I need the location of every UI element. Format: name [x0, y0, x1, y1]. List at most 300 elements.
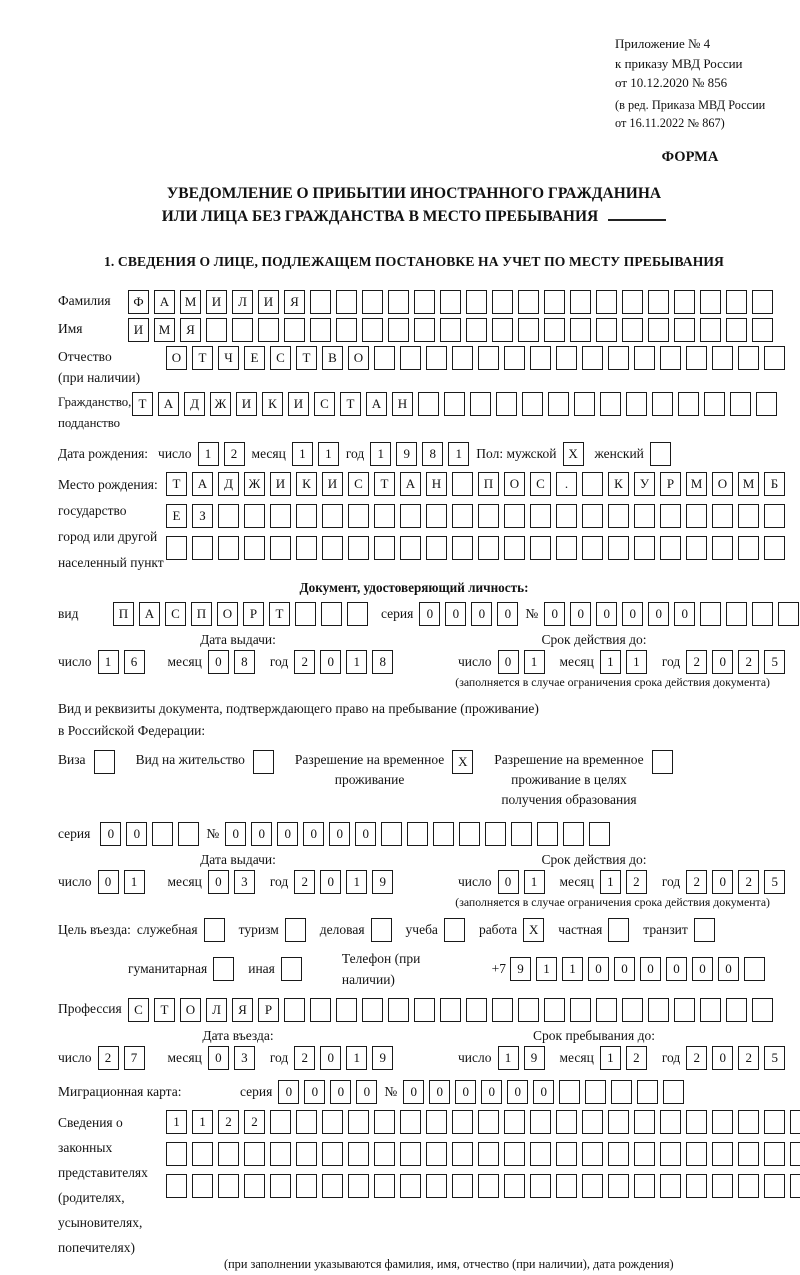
char-cell[interactable] [522, 392, 543, 416]
char-cell[interactable] [504, 1174, 525, 1198]
char-cell[interactable] [452, 1174, 473, 1198]
char-cell[interactable] [444, 918, 465, 942]
char-cell[interactable] [574, 392, 595, 416]
char-cell[interactable]: Ж [210, 392, 231, 416]
char-cell[interactable]: 1 [600, 650, 621, 674]
char-cell[interactable] [559, 1080, 580, 1104]
char-cell[interactable]: 1 [124, 870, 145, 894]
char-cell[interactable]: Ж [244, 472, 265, 496]
char-cell[interactable] [556, 1174, 577, 1198]
char-cell[interactable]: С [314, 392, 335, 416]
char-cell[interactable]: 0 [403, 1080, 424, 1104]
char-cell[interactable]: 0 [614, 957, 635, 981]
char-cell[interactable] [518, 290, 539, 314]
char-cell[interactable] [400, 504, 421, 528]
char-cell[interactable] [608, 504, 629, 528]
char-cell[interactable]: Я [232, 998, 253, 1022]
char-cell[interactable]: 0 [712, 650, 733, 674]
char-cell[interactable] [790, 1174, 800, 1198]
char-cell[interactable]: С [165, 602, 186, 626]
char-cell[interactable] [764, 1174, 785, 1198]
char-cell[interactable]: О [180, 998, 201, 1022]
char-cell[interactable] [652, 750, 673, 774]
char-cell[interactable]: 0 [588, 957, 609, 981]
char-cell[interactable] [530, 1142, 551, 1166]
char-cell[interactable] [596, 290, 617, 314]
char-cell[interactable]: 0 [481, 1080, 502, 1104]
char-cell[interactable]: 8 [422, 442, 443, 466]
char-cell[interactable] [440, 290, 461, 314]
char-cell[interactable]: 8 [372, 650, 393, 674]
char-cell[interactable] [686, 1174, 707, 1198]
char-cell[interactable]: 0 [208, 870, 229, 894]
char-cell[interactable]: 5 [764, 650, 785, 674]
char-cell[interactable]: 0 [692, 957, 713, 981]
char-cell[interactable]: Б [764, 472, 785, 496]
char-cell[interactable] [348, 504, 369, 528]
char-cell[interactable] [362, 290, 383, 314]
char-cell[interactable] [322, 504, 343, 528]
char-cell[interactable] [244, 536, 265, 560]
char-cell[interactable] [466, 998, 487, 1022]
char-cell[interactable] [634, 1110, 655, 1134]
char-cell[interactable]: 2 [626, 1046, 647, 1070]
char-cell[interactable] [492, 318, 513, 342]
char-cell[interactable] [192, 1174, 213, 1198]
char-cell[interactable] [440, 998, 461, 1022]
char-cell[interactable] [518, 318, 539, 342]
char-cell[interactable]: С [348, 472, 369, 496]
char-cell[interactable]: . [556, 472, 577, 496]
char-cell[interactable] [686, 504, 707, 528]
char-cell[interactable]: Н [392, 392, 413, 416]
char-cell[interactable] [622, 318, 643, 342]
char-cell[interactable] [738, 1142, 759, 1166]
char-cell[interactable] [660, 1142, 681, 1166]
char-cell[interactable] [752, 290, 773, 314]
char-cell[interactable] [166, 1142, 187, 1166]
char-cell[interactable]: 0 [640, 957, 661, 981]
char-cell[interactable] [336, 318, 357, 342]
char-cell[interactable]: М [154, 318, 175, 342]
char-cell[interactable]: 0 [208, 650, 229, 674]
char-cell[interactable]: 1 [524, 650, 545, 674]
char-cell[interactable] [582, 472, 603, 496]
char-cell[interactable]: Д [218, 472, 239, 496]
char-cell[interactable]: А [158, 392, 179, 416]
char-cell[interactable]: 0 [533, 1080, 554, 1104]
char-cell[interactable] [764, 346, 785, 370]
char-cell[interactable] [530, 1110, 551, 1134]
char-cell[interactable] [296, 536, 317, 560]
char-cell[interactable] [270, 1174, 291, 1198]
char-cell[interactable] [712, 346, 733, 370]
char-cell[interactable] [589, 822, 610, 846]
char-cell[interactable] [459, 822, 480, 846]
char-cell[interactable] [634, 1142, 655, 1166]
char-cell[interactable]: Т [192, 346, 213, 370]
char-cell[interactable]: М [180, 290, 201, 314]
char-cell[interactable]: 0 [596, 602, 617, 626]
char-cell[interactable]: Т [296, 346, 317, 370]
char-cell[interactable]: 1 [98, 650, 119, 674]
char-cell[interactable] [371, 918, 392, 942]
char-cell[interactable] [700, 998, 721, 1022]
char-cell[interactable]: 1 [198, 442, 219, 466]
char-cell[interactable]: И [258, 290, 279, 314]
char-cell[interactable] [414, 318, 435, 342]
char-cell[interactable]: 0 [304, 1080, 325, 1104]
char-cell[interactable]: 0 [622, 602, 643, 626]
char-cell[interactable]: 0 [356, 1080, 377, 1104]
char-cell[interactable]: П [113, 602, 134, 626]
char-cell[interactable] [582, 346, 603, 370]
char-cell[interactable] [544, 998, 565, 1022]
char-cell[interactable] [622, 290, 643, 314]
char-cell[interactable] [660, 536, 681, 560]
char-cell[interactable] [648, 318, 669, 342]
char-cell[interactable] [492, 290, 513, 314]
char-cell[interactable] [537, 822, 558, 846]
char-cell[interactable] [296, 1142, 317, 1166]
char-cell[interactable] [660, 1174, 681, 1198]
char-cell[interactable]: Т [269, 602, 290, 626]
char-cell[interactable] [388, 998, 409, 1022]
char-cell[interactable] [295, 602, 316, 626]
char-cell[interactable]: 9 [396, 442, 417, 466]
char-cell[interactable] [296, 1174, 317, 1198]
char-cell[interactable]: 1 [370, 442, 391, 466]
char-cell[interactable]: Т [374, 472, 395, 496]
char-cell[interactable]: 2 [686, 650, 707, 674]
char-cell[interactable] [700, 290, 721, 314]
char-cell[interactable]: 0 [666, 957, 687, 981]
char-cell[interactable] [530, 346, 551, 370]
char-cell[interactable] [466, 290, 487, 314]
char-cell[interactable] [648, 290, 669, 314]
char-cell[interactable] [556, 346, 577, 370]
char-cell[interactable]: Н [426, 472, 447, 496]
char-cell[interactable]: 0 [329, 822, 350, 846]
char-cell[interactable]: 1 [192, 1110, 213, 1134]
char-cell[interactable]: 0 [303, 822, 324, 846]
char-cell[interactable] [374, 504, 395, 528]
char-cell[interactable]: 2 [98, 1046, 119, 1070]
char-cell[interactable] [296, 1110, 317, 1134]
char-cell[interactable] [752, 318, 773, 342]
char-cell[interactable]: 2 [218, 1110, 239, 1134]
char-cell[interactable] [686, 346, 707, 370]
char-cell[interactable] [712, 1142, 733, 1166]
char-cell[interactable] [694, 918, 715, 942]
char-cell[interactable] [686, 1142, 707, 1166]
char-cell[interactable]: 2 [224, 442, 245, 466]
char-cell[interactable] [336, 998, 357, 1022]
char-cell[interactable] [504, 1110, 525, 1134]
char-cell[interactable] [582, 504, 603, 528]
char-cell[interactable] [756, 392, 777, 416]
char-cell[interactable]: З [192, 504, 213, 528]
char-cell[interactable] [504, 1142, 525, 1166]
char-cell[interactable]: Д [184, 392, 205, 416]
char-cell[interactable]: О [712, 472, 733, 496]
char-cell[interactable] [686, 1110, 707, 1134]
char-cell[interactable] [726, 602, 747, 626]
char-cell[interactable] [764, 1110, 785, 1134]
char-cell[interactable] [270, 1110, 291, 1134]
char-cell[interactable]: Я [180, 318, 201, 342]
char-cell[interactable] [414, 998, 435, 1022]
char-cell[interactable] [570, 998, 591, 1022]
char-cell[interactable]: И [322, 472, 343, 496]
char-cell[interactable]: Р [660, 472, 681, 496]
char-cell[interactable] [400, 536, 421, 560]
char-cell[interactable] [374, 1174, 395, 1198]
char-cell[interactable] [556, 504, 577, 528]
char-cell[interactable] [504, 346, 525, 370]
char-cell[interactable] [452, 346, 473, 370]
char-cell[interactable]: 0 [498, 870, 519, 894]
char-cell[interactable]: 2 [294, 1046, 315, 1070]
char-cell[interactable] [218, 1142, 239, 1166]
char-cell[interactable]: А [400, 472, 421, 496]
char-cell[interactable] [348, 536, 369, 560]
char-cell[interactable] [426, 1110, 447, 1134]
char-cell[interactable] [452, 1110, 473, 1134]
char-cell[interactable]: 0 [674, 602, 695, 626]
char-cell[interactable] [596, 998, 617, 1022]
char-cell[interactable] [374, 536, 395, 560]
char-cell[interactable] [166, 1174, 187, 1198]
char-cell[interactable] [362, 318, 383, 342]
char-cell[interactable]: О [504, 472, 525, 496]
char-cell[interactable]: 0 [498, 650, 519, 674]
char-cell[interactable] [712, 504, 733, 528]
char-cell[interactable] [712, 1110, 733, 1134]
char-cell[interactable] [778, 602, 799, 626]
char-cell[interactable] [244, 504, 265, 528]
char-cell[interactable] [530, 536, 551, 560]
char-cell[interactable]: 0 [445, 602, 466, 626]
char-cell[interactable] [192, 1142, 213, 1166]
char-cell[interactable] [660, 504, 681, 528]
char-cell[interactable] [563, 822, 584, 846]
char-cell[interactable] [478, 536, 499, 560]
char-cell[interactable] [452, 504, 473, 528]
char-cell[interactable]: 1 [600, 1046, 621, 1070]
char-cell[interactable]: 0 [100, 822, 121, 846]
char-cell[interactable]: 3 [234, 870, 255, 894]
char-cell[interactable] [374, 1110, 395, 1134]
char-cell[interactable] [544, 290, 565, 314]
char-cell[interactable]: 0 [471, 602, 492, 626]
char-cell[interactable] [426, 346, 447, 370]
char-cell[interactable] [485, 822, 506, 846]
char-cell[interactable] [388, 318, 409, 342]
char-cell[interactable] [634, 1174, 655, 1198]
char-cell[interactable] [556, 536, 577, 560]
char-cell[interactable] [634, 504, 655, 528]
char-cell[interactable] [634, 346, 655, 370]
char-cell[interactable] [634, 536, 655, 560]
char-cell[interactable] [790, 1110, 800, 1134]
char-cell[interactable] [284, 318, 305, 342]
char-cell[interactable]: 0 [497, 602, 518, 626]
char-cell[interactable] [466, 318, 487, 342]
char-cell[interactable]: 1 [498, 1046, 519, 1070]
char-cell[interactable]: 0 [320, 650, 341, 674]
char-cell[interactable] [511, 822, 532, 846]
char-cell[interactable] [530, 1174, 551, 1198]
char-cell[interactable]: С [128, 998, 149, 1022]
char-cell[interactable] [764, 504, 785, 528]
char-cell[interactable]: П [478, 472, 499, 496]
char-cell[interactable]: 0 [544, 602, 565, 626]
char-cell[interactable]: М [738, 472, 759, 496]
char-cell[interactable]: 0 [320, 1046, 341, 1070]
char-cell[interactable] [496, 392, 517, 416]
char-cell[interactable]: К [608, 472, 629, 496]
char-cell[interactable]: И [236, 392, 257, 416]
char-cell[interactable]: 1 [562, 957, 583, 981]
char-cell[interactable]: 2 [686, 1046, 707, 1070]
char-cell[interactable] [206, 318, 227, 342]
char-cell[interactable] [426, 504, 447, 528]
char-cell[interactable] [738, 504, 759, 528]
char-cell[interactable]: О [166, 346, 187, 370]
char-cell[interactable]: 0 [277, 822, 298, 846]
char-cell[interactable] [310, 318, 331, 342]
char-cell[interactable]: Ч [218, 346, 239, 370]
char-cell[interactable]: 5 [764, 1046, 785, 1070]
char-cell[interactable] [744, 957, 765, 981]
char-cell[interactable] [492, 998, 513, 1022]
char-cell[interactable] [381, 822, 402, 846]
char-cell[interactable] [704, 392, 725, 416]
char-cell[interactable] [686, 536, 707, 560]
char-cell[interactable]: 0 [225, 822, 246, 846]
char-cell[interactable] [478, 346, 499, 370]
char-cell[interactable] [348, 1142, 369, 1166]
char-cell[interactable] [478, 1142, 499, 1166]
char-cell[interactable]: X [523, 918, 544, 942]
char-cell[interactable] [674, 318, 695, 342]
char-cell[interactable]: 0 [718, 957, 739, 981]
char-cell[interactable] [347, 602, 368, 626]
char-cell[interactable]: 1 [318, 442, 339, 466]
char-cell[interactable] [348, 1110, 369, 1134]
char-cell[interactable] [452, 472, 473, 496]
char-cell[interactable] [752, 602, 773, 626]
char-cell[interactable] [478, 1110, 499, 1134]
char-cell[interactable]: И [288, 392, 309, 416]
char-cell[interactable]: 1 [536, 957, 557, 981]
char-cell[interactable] [674, 998, 695, 1022]
char-cell[interactable]: 0 [355, 822, 376, 846]
char-cell[interactable]: 0 [455, 1080, 476, 1104]
char-cell[interactable]: X [563, 442, 584, 466]
char-cell[interactable] [213, 957, 234, 981]
char-cell[interactable]: 6 [124, 650, 145, 674]
char-cell[interactable] [400, 346, 421, 370]
char-cell[interactable] [285, 918, 306, 942]
char-cell[interactable] [322, 1142, 343, 1166]
char-cell[interactable]: 0 [320, 870, 341, 894]
char-cell[interactable] [608, 536, 629, 560]
char-cell[interactable] [608, 1110, 629, 1134]
char-cell[interactable]: О [217, 602, 238, 626]
char-cell[interactable]: 0 [507, 1080, 528, 1104]
char-cell[interactable] [310, 998, 331, 1022]
char-cell[interactable] [192, 536, 213, 560]
char-cell[interactable] [400, 1174, 421, 1198]
char-cell[interactable]: 2 [244, 1110, 265, 1134]
char-cell[interactable] [374, 346, 395, 370]
char-cell[interactable] [608, 346, 629, 370]
char-cell[interactable]: 1 [626, 650, 647, 674]
char-cell[interactable] [700, 602, 721, 626]
char-cell[interactable] [611, 1080, 632, 1104]
char-cell[interactable] [296, 504, 317, 528]
char-cell[interactable]: 0 [570, 602, 591, 626]
char-cell[interactable]: 0 [648, 602, 669, 626]
char-cell[interactable]: 0 [208, 1046, 229, 1070]
char-cell[interactable]: Т [340, 392, 361, 416]
char-cell[interactable] [556, 1142, 577, 1166]
char-cell[interactable] [648, 998, 669, 1022]
char-cell[interactable]: 0 [712, 1046, 733, 1070]
char-cell[interactable] [726, 998, 747, 1022]
char-cell[interactable] [622, 998, 643, 1022]
char-cell[interactable] [152, 822, 173, 846]
char-cell[interactable] [418, 392, 439, 416]
char-cell[interactable] [596, 318, 617, 342]
char-cell[interactable]: 2 [294, 650, 315, 674]
char-cell[interactable] [764, 1142, 785, 1166]
char-cell[interactable]: Л [232, 290, 253, 314]
char-cell[interactable]: И [206, 290, 227, 314]
char-cell[interactable] [407, 822, 428, 846]
char-cell[interactable]: А [139, 602, 160, 626]
char-cell[interactable] [700, 318, 721, 342]
char-cell[interactable] [281, 957, 302, 981]
char-cell[interactable] [270, 536, 291, 560]
char-cell[interactable] [663, 1080, 684, 1104]
char-cell[interactable] [570, 318, 591, 342]
char-cell[interactable]: Т [154, 998, 175, 1022]
char-cell[interactable]: И [128, 318, 149, 342]
char-cell[interactable] [244, 1174, 265, 1198]
char-cell[interactable] [322, 1110, 343, 1134]
char-cell[interactable] [712, 536, 733, 560]
char-cell[interactable] [204, 918, 225, 942]
char-cell[interactable]: И [270, 472, 291, 496]
char-cell[interactable] [790, 1142, 800, 1166]
char-cell[interactable]: К [262, 392, 283, 416]
char-cell[interactable] [530, 504, 551, 528]
char-cell[interactable]: 2 [294, 870, 315, 894]
char-cell[interactable] [433, 822, 454, 846]
char-cell[interactable]: 1 [524, 870, 545, 894]
char-cell[interactable] [258, 318, 279, 342]
char-cell[interactable] [652, 392, 673, 416]
char-cell[interactable]: 9 [510, 957, 531, 981]
char-cell[interactable] [414, 290, 435, 314]
char-cell[interactable]: Р [258, 998, 279, 1022]
char-cell[interactable] [362, 998, 383, 1022]
char-cell[interactable]: Е [244, 346, 265, 370]
char-cell[interactable]: 9 [372, 1046, 393, 1070]
